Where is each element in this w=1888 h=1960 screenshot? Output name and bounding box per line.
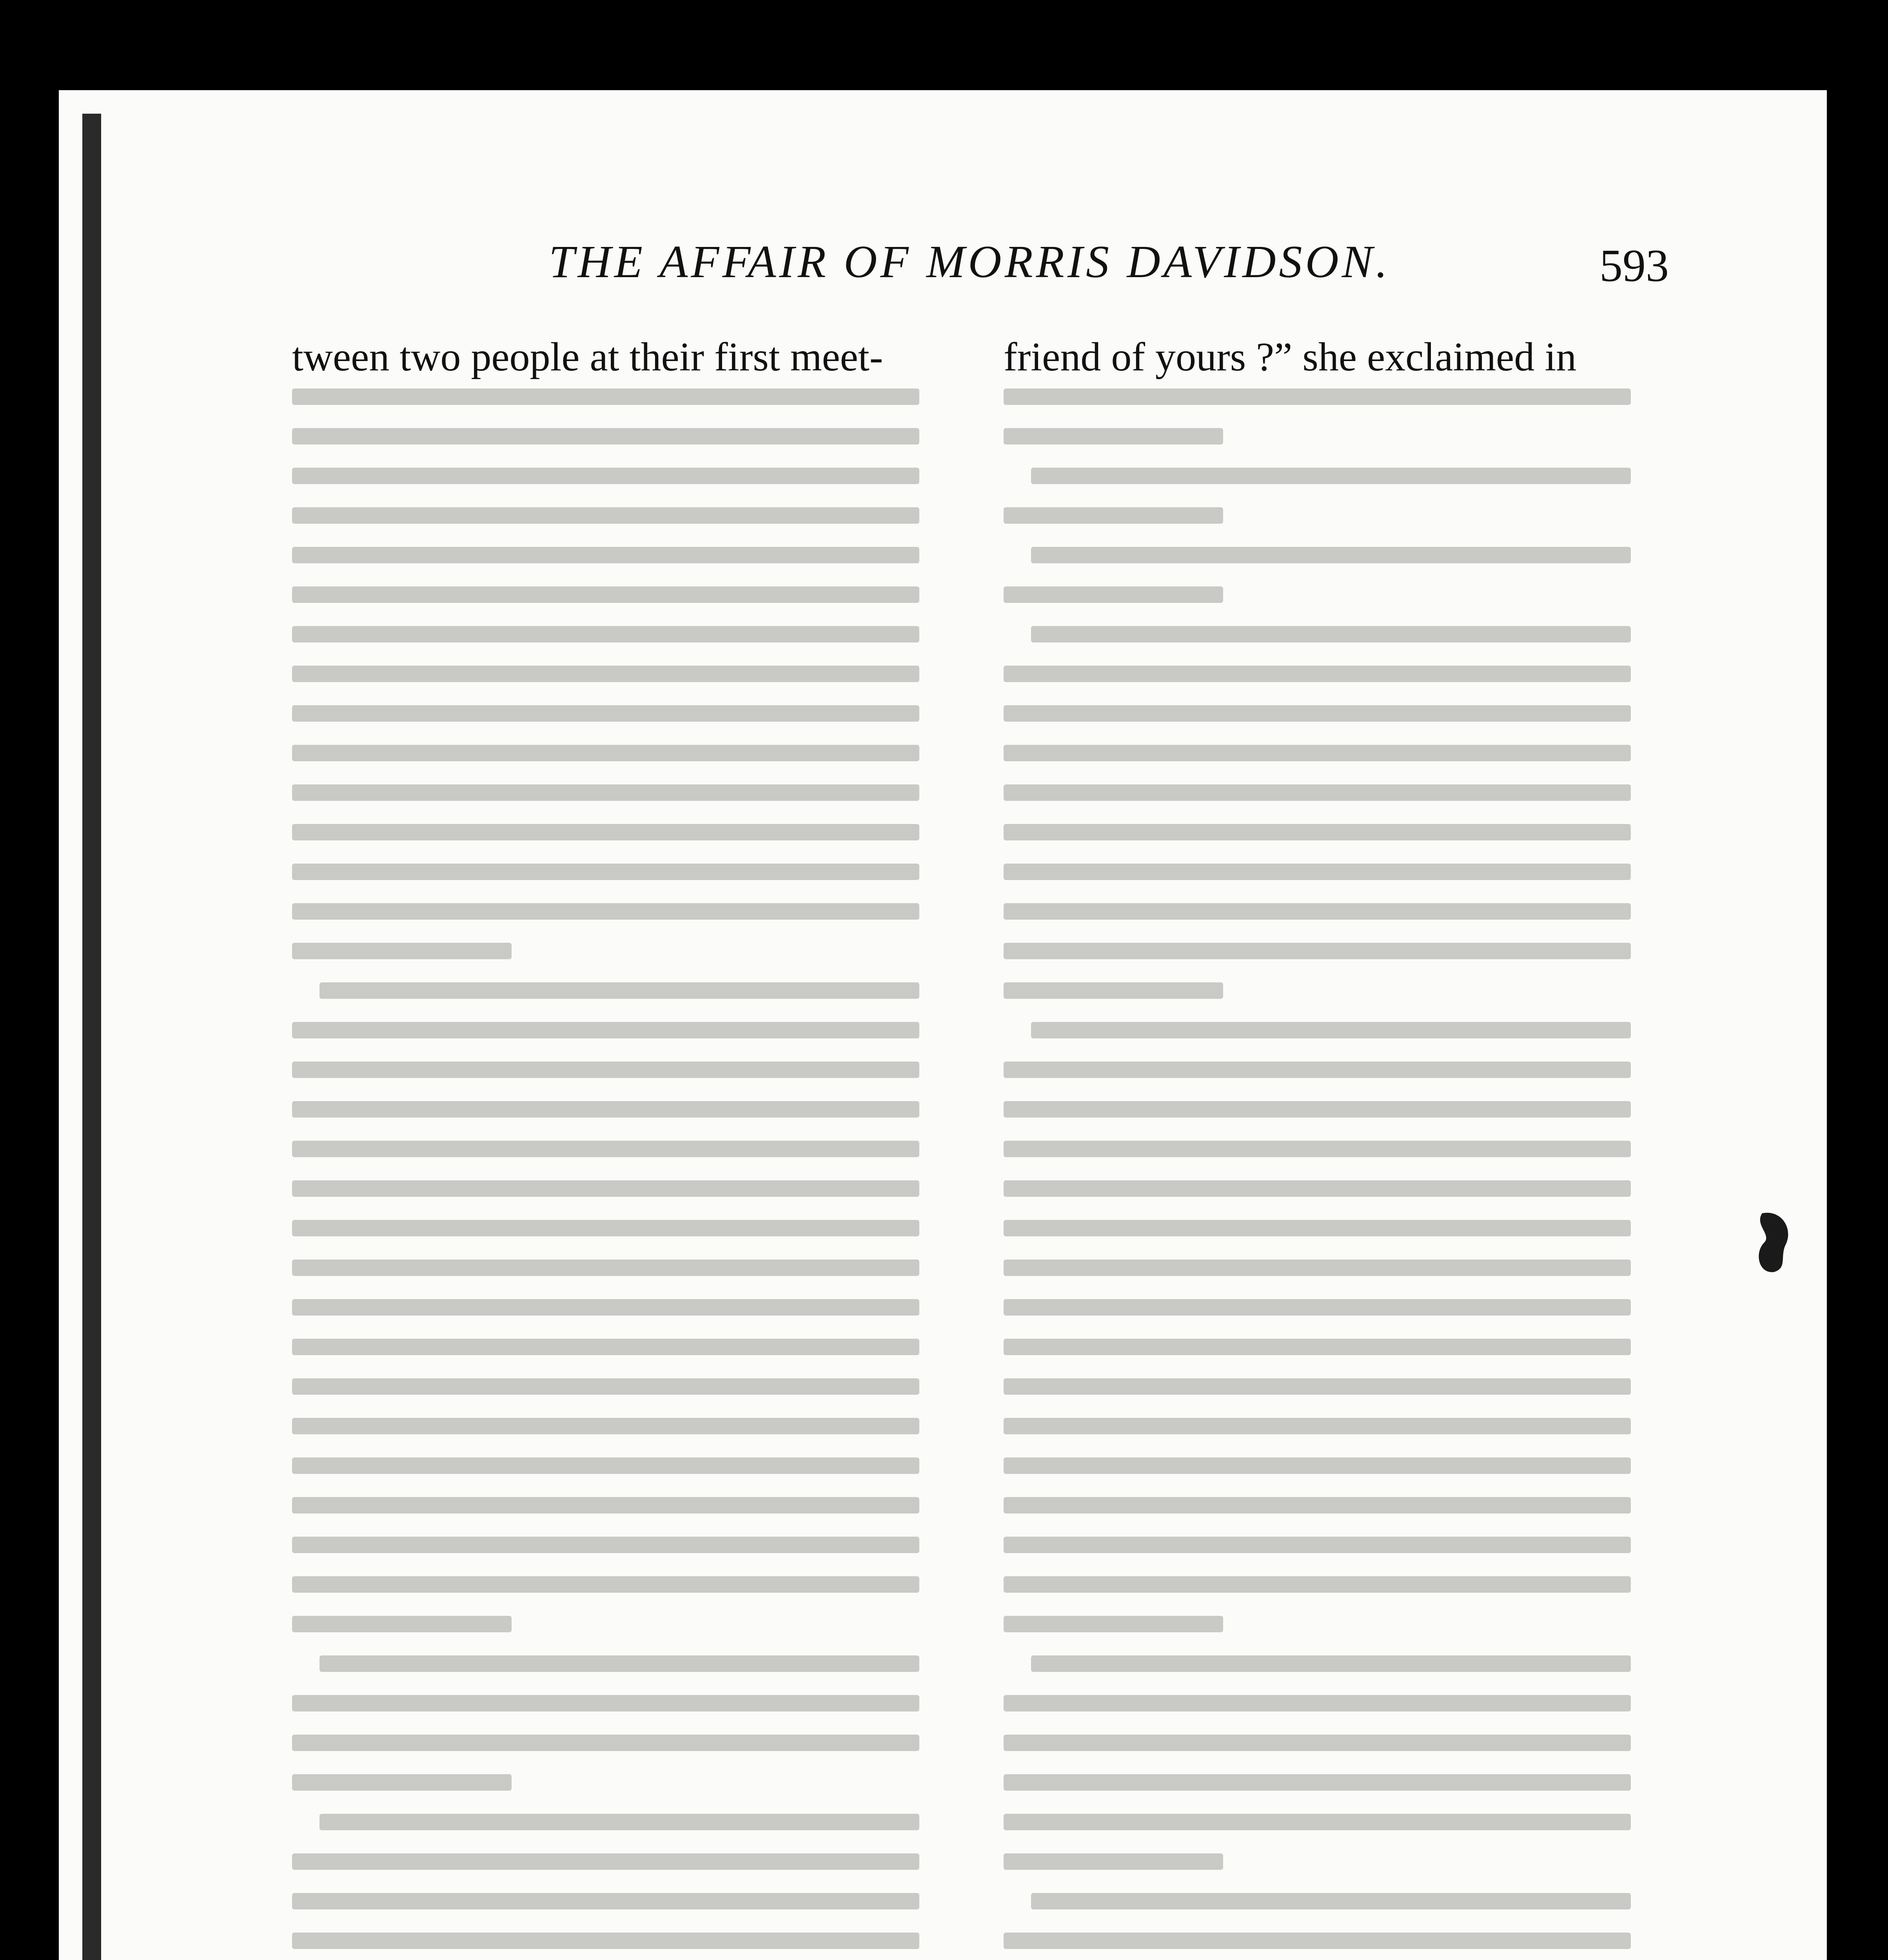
- text-line-placeholder: [1004, 824, 1631, 840]
- text-column-right: [1004, 334, 1647, 1960]
- text-line-placeholder: [292, 1022, 919, 1038]
- text-line-placeholder: [1004, 1220, 1631, 1236]
- text-line-placeholder: [1004, 1576, 1631, 1593]
- text-line-placeholder: [292, 705, 919, 722]
- text-line-placeholder: [292, 1457, 919, 1474]
- text-line-placeholder: [320, 1814, 919, 1830]
- text-line-placeholder: [1004, 1933, 1631, 1949]
- text-line-placeholder: [292, 468, 919, 484]
- text-line-placeholder: [1031, 1893, 1631, 1909]
- text-line-placeholder: [1004, 1062, 1631, 1078]
- text-line-placeholder: [1004, 943, 1631, 959]
- text-line-placeholder: [292, 507, 919, 524]
- text-lines: [1004, 377, 1647, 1960]
- text-line-placeholder: [292, 388, 919, 405]
- text-line-placeholder: [1004, 388, 1631, 405]
- text-line-placeholder: [292, 1062, 919, 1078]
- text-line-placeholder: [1004, 1853, 1223, 1870]
- text-line-placeholder: [292, 1378, 919, 1395]
- text-line-placeholder: [292, 428, 919, 445]
- text-line-placeholder: [1004, 666, 1631, 682]
- text-line-placeholder: [1004, 1695, 1631, 1711]
- page-gutter-shadow: [82, 114, 101, 1960]
- text-line-placeholder: [292, 1735, 919, 1751]
- text-line-placeholder: [1031, 468, 1631, 484]
- text-line-placeholder: [292, 1537, 919, 1553]
- text-line-placeholder: [292, 1141, 919, 1157]
- text-line-placeholder: [292, 666, 919, 682]
- text-line-placeholder: [1004, 507, 1223, 524]
- text-line-placeholder: [292, 1616, 512, 1632]
- text-line-placeholder: [292, 1418, 919, 1434]
- text-line-placeholder: [292, 547, 919, 563]
- text-line-placeholder: [1031, 547, 1631, 563]
- text-line-placeholder: [1004, 1141, 1631, 1157]
- text-line-placeholder: [1004, 1299, 1631, 1316]
- text-line-placeholder: [292, 824, 919, 840]
- text-line-placeholder: [1004, 1814, 1631, 1830]
- text-line-placeholder: [292, 1299, 919, 1316]
- text-line-placeholder: [292, 1339, 919, 1355]
- text-line-placeholder: [1004, 784, 1631, 801]
- text-lines: [292, 377, 935, 1960]
- text-line-placeholder: [1004, 903, 1631, 920]
- text-column-left: [292, 334, 935, 1960]
- text-line-placeholder: [292, 1933, 919, 1949]
- text-line-placeholder: [292, 1497, 919, 1514]
- text-line-placeholder: [320, 1655, 919, 1672]
- text-line-placeholder: [1031, 626, 1631, 642]
- text-line-placeholder: [1004, 1259, 1631, 1276]
- text-line-placeholder: [292, 1853, 919, 1870]
- text-line-placeholder: [1004, 864, 1631, 880]
- text-line-placeholder: [1031, 1022, 1631, 1038]
- text-line-placeholder: [292, 745, 919, 761]
- text-line-placeholder: [1004, 1180, 1631, 1197]
- text-line-placeholder: [1004, 586, 1223, 603]
- text-line-placeholder: [292, 1101, 919, 1118]
- page-number: 593: [1599, 240, 1669, 291]
- text-line-placeholder: [1031, 1655, 1631, 1672]
- column-first-line: friend of yours ?” she exclaimed in: [1004, 334, 1577, 379]
- text-line-placeholder: [292, 1259, 919, 1276]
- text-line-placeholder: [1004, 1537, 1631, 1553]
- book-page: [59, 90, 1827, 1960]
- text-line-placeholder: [292, 1695, 919, 1711]
- text-line-placeholder: [292, 1774, 512, 1791]
- text-line-placeholder: [292, 1893, 919, 1909]
- text-line-placeholder: [1004, 1378, 1631, 1395]
- margin-smudge: [1750, 1205, 1797, 1276]
- text-line-placeholder: [1004, 1616, 1223, 1632]
- text-line-placeholder: [292, 864, 919, 880]
- text-line-placeholder: [1004, 982, 1223, 999]
- column-first-line: tween two people at their first meet-: [292, 334, 883, 379]
- text-line-placeholder: [1004, 1101, 1631, 1118]
- column-body-text: [1004, 377, 1647, 1960]
- text-line-placeholder: [292, 586, 919, 603]
- text-line-placeholder: [292, 943, 512, 959]
- text-line-placeholder: [292, 626, 919, 642]
- text-line-placeholder: [292, 784, 919, 801]
- running-head: THE AFFAIR OF MORRIS DAVIDSON.: [549, 236, 1391, 287]
- text-line-placeholder: [1004, 428, 1223, 445]
- text-line-placeholder: [1004, 1418, 1631, 1434]
- text-line-placeholder: [1004, 745, 1631, 761]
- text-line-placeholder: [1004, 1497, 1631, 1514]
- text-line-placeholder: [1004, 1457, 1631, 1474]
- text-line-placeholder: [1004, 1339, 1631, 1355]
- text-line-placeholder: [292, 1220, 919, 1236]
- text-line-placeholder: [1004, 1774, 1631, 1791]
- text-line-placeholder: [292, 903, 919, 920]
- text-line-placeholder: [320, 982, 919, 999]
- text-line-placeholder: [1004, 1735, 1631, 1751]
- column-body-text: [292, 377, 935, 1960]
- text-line-placeholder: [292, 1576, 919, 1593]
- text-line-placeholder: [1004, 705, 1631, 722]
- text-line-placeholder: [292, 1180, 919, 1197]
